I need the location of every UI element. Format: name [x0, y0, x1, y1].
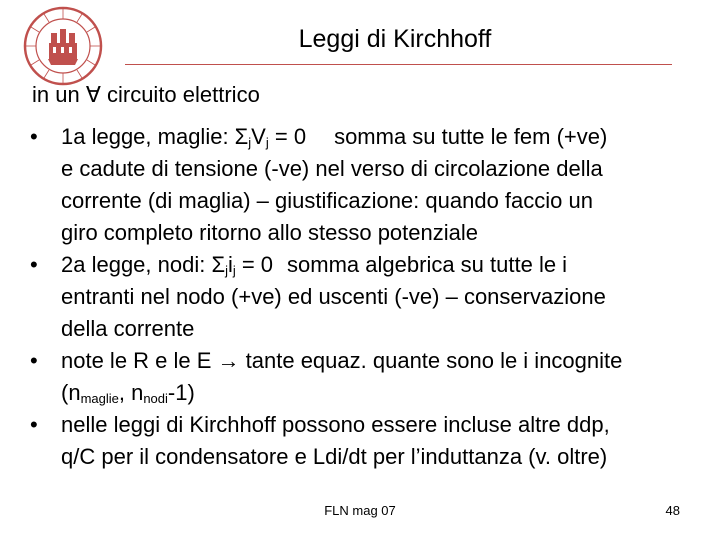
bullet-1-line-2: e cadute di tensione (-ve) nel verso di circolazione della: [61, 156, 603, 181]
bullet-2-line-3: della corrente: [61, 316, 195, 341]
slide-title: Leggi di Kirchhoff: [298, 25, 492, 53]
title-divider: [125, 64, 672, 65]
comma-separator: , n: [118, 380, 144, 405]
intro-line: in un ∀ circuito elettrico: [32, 82, 260, 107]
formula-suffix: = 0: [235, 252, 274, 277]
formula-subscript: j: [248, 135, 252, 150]
bullet-1: [30, 121, 696, 249]
formula-variable: V: [251, 124, 266, 149]
bullet-2-line-2: entranti nel nodo (+ve) ed uscenti (-ve) – conservazione: [61, 284, 606, 309]
bullet-1-line-1: somma su tutte le fem (+ve): [334, 124, 608, 149]
formula-variable: i: [227, 252, 233, 277]
bullet-dot: •: [30, 124, 38, 149]
bullet-1-line-4: giro completo ritorno allo stesso potenziale: [61, 220, 479, 245]
page-number: 48: [665, 503, 680, 518]
bullet-3-line-1: note le R e le E → tante equaz. quante sono le i incognite: [61, 348, 623, 373]
formula-subscript: j: [265, 135, 269, 150]
bullet-dot: •: [30, 252, 38, 277]
subscript-maglie: maglie: [80, 391, 119, 406]
bullet-4: [30, 409, 696, 473]
paren-close: -1): [167, 380, 195, 405]
footer-text: FLN mag 07: [324, 503, 396, 518]
bullet-dot: •: [30, 348, 38, 373]
subscript-nodi: nodi: [143, 391, 168, 406]
formula-suffix: = 0: [268, 124, 307, 149]
bullet-list: [30, 121, 696, 473]
bullet-2-line-1: somma algebrica su tutte le i: [287, 252, 568, 277]
bullet-dot: •: [30, 412, 38, 437]
university-seal-logo: [22, 5, 104, 87]
formula-prefix: 1a legge, maglie: Σ: [61, 124, 249, 149]
bullet-2: [30, 249, 696, 345]
bullet-3: [30, 345, 696, 409]
formula-subscript: j: [225, 263, 228, 278]
bullet-4-line-2: q/C per il condensatore e Ldi/dt per l’induttanza (v. oltre): [61, 444, 608, 469]
bullet-4-line-1: nelle leggi di Kirchhoff possono essere incluse altre ddp,: [61, 412, 610, 437]
formula-prefix: 2a legge, nodi: Σ: [61, 252, 226, 277]
paren-open: (n: [61, 380, 81, 405]
bullet-1-line-3: corrente (di maglia) – giustificazione: quando faccio un: [61, 188, 593, 213]
formula-subscript: j: [232, 263, 236, 278]
